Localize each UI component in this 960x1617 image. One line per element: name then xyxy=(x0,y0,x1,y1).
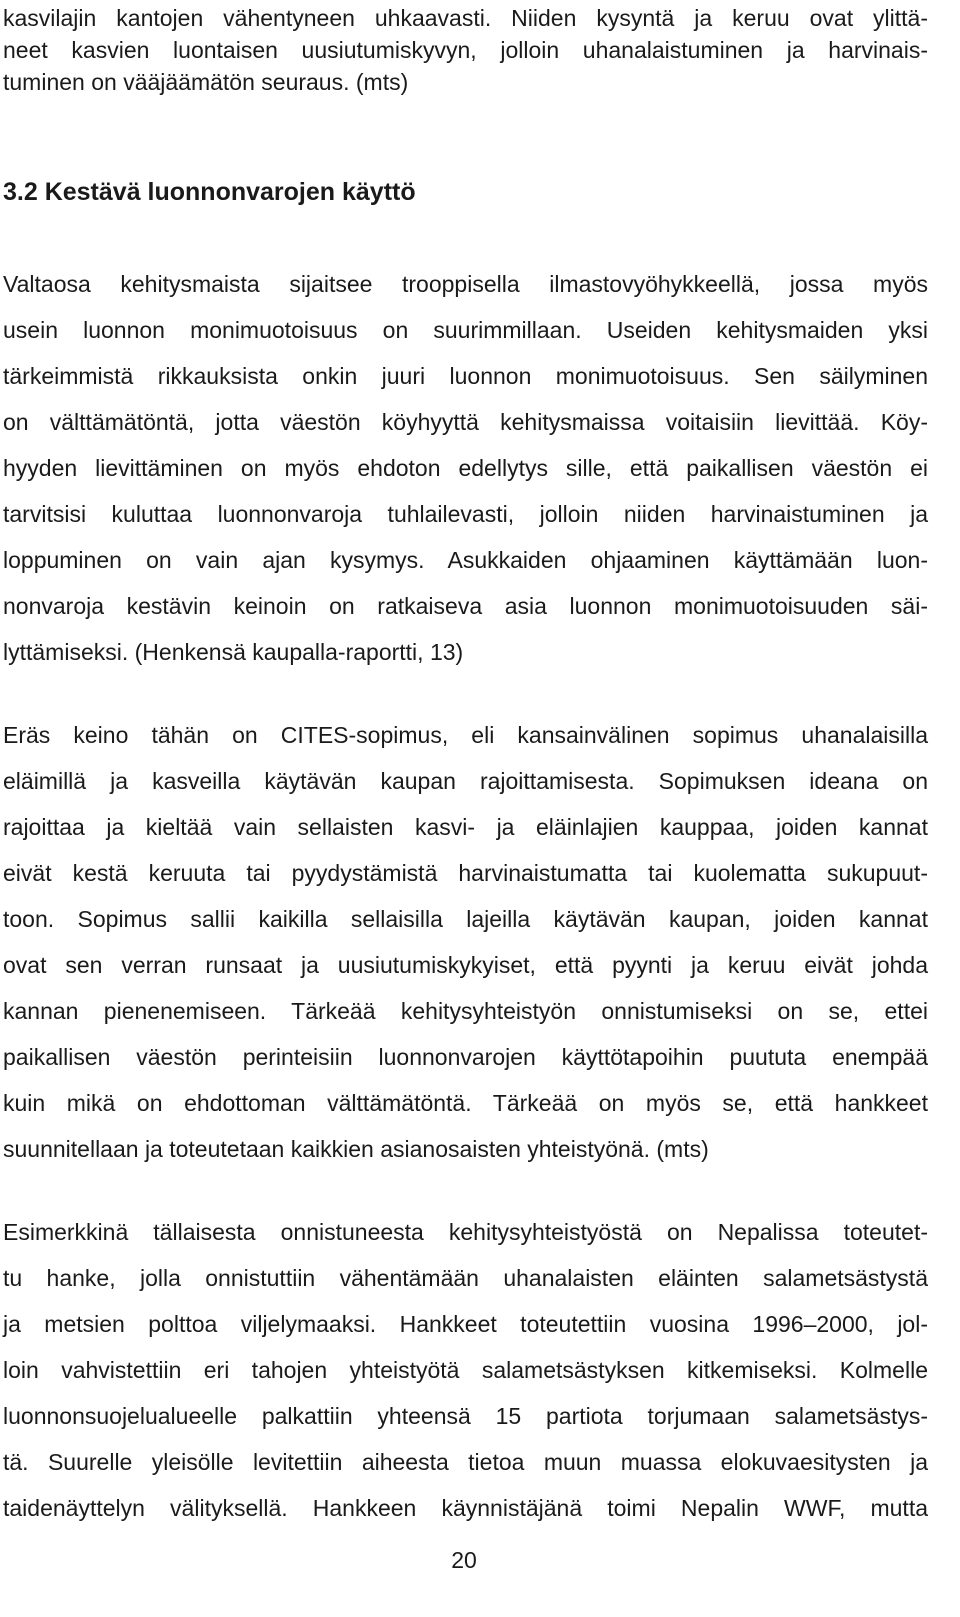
text-line: rajoittaa ja kieltää vain sellaisten kasvi- ja eläinlajien kauppaa, joiden kannat xyxy=(3,814,928,840)
text-line: loppuminen on vain ajan kysymys. Asukkaiden ohjaaminen käyttämään luon- xyxy=(3,547,928,573)
intro-paragraph xyxy=(3,2,928,98)
text-line: ovat sen verran runsaat ja uusiutumiskykyiset, että pyynti ja keruu eivät johda xyxy=(3,952,928,978)
text-line: Eräs keino tähän on CITES-sopimus, eli kansainvälinen sopimus uhanalaisilla xyxy=(3,722,928,748)
text-line: tuminen on vääjäämätön seuraus. (mts) xyxy=(3,69,409,95)
text-line: suunnitellaan ja toteutetaan kaikkien asianosaisten yhteistyönä. (mts) xyxy=(3,1136,709,1162)
text-line: on välttämätöntä, jotta väestön köyhyyttä kehitysmaissa voitaisiin lievittää. Köy- xyxy=(3,409,928,435)
text-line: tu hanke, jolla onnistuttiin vähentämään uhanalaisten eläinten salametsästystä xyxy=(3,1265,928,1291)
text-line: tarvitsisi kuluttaa luonnonvaroja tuhlailevasti, jolloin niiden harvinaistuminen ja xyxy=(3,501,928,527)
section-heading: 3.2 Kestävä luonnonvarojen käyttö xyxy=(3,178,416,206)
text-line: tärkeimmistä rikkauksista onkin juuri luonnon monimuotoisuus. Sen säilyminen xyxy=(3,363,928,389)
text-line: neet kasvien luontaisen uusiutumiskyvyn, jolloin uhanalaistuminen ja harvinais- xyxy=(3,37,928,63)
text-line: taidenäyttelyn välityksellä. Hankkeen käynnistäjänä toimi Nepalin WWF, mutta xyxy=(3,1495,928,1521)
text-line: tä. Suurelle yleisölle levitettiin aiheesta tietoa muun muassa elokuvaesitysten ja xyxy=(3,1449,928,1475)
text-line: toon. Sopimus sallii kaikilla sellaisilla lajeilla käytävän kaupan, joiden kannat xyxy=(3,906,928,932)
paragraph-3 xyxy=(3,1209,928,1531)
text-line: eivät kestä keruuta tai pyydystämistä harvinaistumatta tai kuolematta sukupuut- xyxy=(3,860,928,886)
paragraph-2 xyxy=(3,712,928,1172)
text-line: paikallisen väestön perinteisiin luonnonvarojen käyttötapoihin puututa enempää xyxy=(3,1044,928,1070)
text-line: kuin mikä on ehdottoman välttämätöntä. Tärkeää on myös se, että hankkeet xyxy=(3,1090,928,1116)
text-line: hyyden lievittäminen on myös ehdoton edellytys sille, että paikallisen väestön ei xyxy=(3,455,928,481)
text-line: Valtaosa kehitysmaista sijaitsee trooppisella ilmastovyöhykkeellä, jossa myös xyxy=(3,271,928,297)
paragraph-1 xyxy=(3,261,928,675)
page-number: 20 xyxy=(451,1547,477,1573)
text-line: eläimillä ja kasveilla käytävän kaupan rajoittamisesta. Sopimuksen ideana on xyxy=(3,768,928,794)
text-line: Esimerkkinä tällaisesta onnistuneesta kehitysyhteistyöstä on Nepalissa toteutet- xyxy=(3,1219,928,1245)
text-line: usein luonnon monimuotoisuus on suurimmillaan. Useiden kehitysmaiden yksi xyxy=(3,317,928,343)
text-line: ja metsien polttoa viljelymaaksi. Hankkeet toteutettiin vuosina 1996–2000, jol- xyxy=(3,1311,928,1337)
text-line: nonvaroja kestävin keinoin on ratkaiseva asia luonnon monimuotoisuuden säi- xyxy=(3,593,928,619)
text-line: lyttämiseksi. (Henkensä kaupalla-raportti, 13) xyxy=(3,639,464,665)
text-line: kasvilajin kantojen vähentyneen uhkaavasti. Niiden kysyntä ja keruu ovat ylittä- xyxy=(3,5,928,31)
text-line: loin vahvistettiin eri tahojen yhteistyötä salametsästyksen kitkemiseksi. Kolmelle xyxy=(3,1357,928,1383)
text-line: kannan pienenemiseen. Tärkeää kehitysyhteistyön onnistumiseksi on se, ettei xyxy=(3,998,928,1024)
text-line: luonnonsuojelualueelle palkattiin yhteensä 15 partiota torjumaan salametsästys- xyxy=(3,1403,928,1429)
